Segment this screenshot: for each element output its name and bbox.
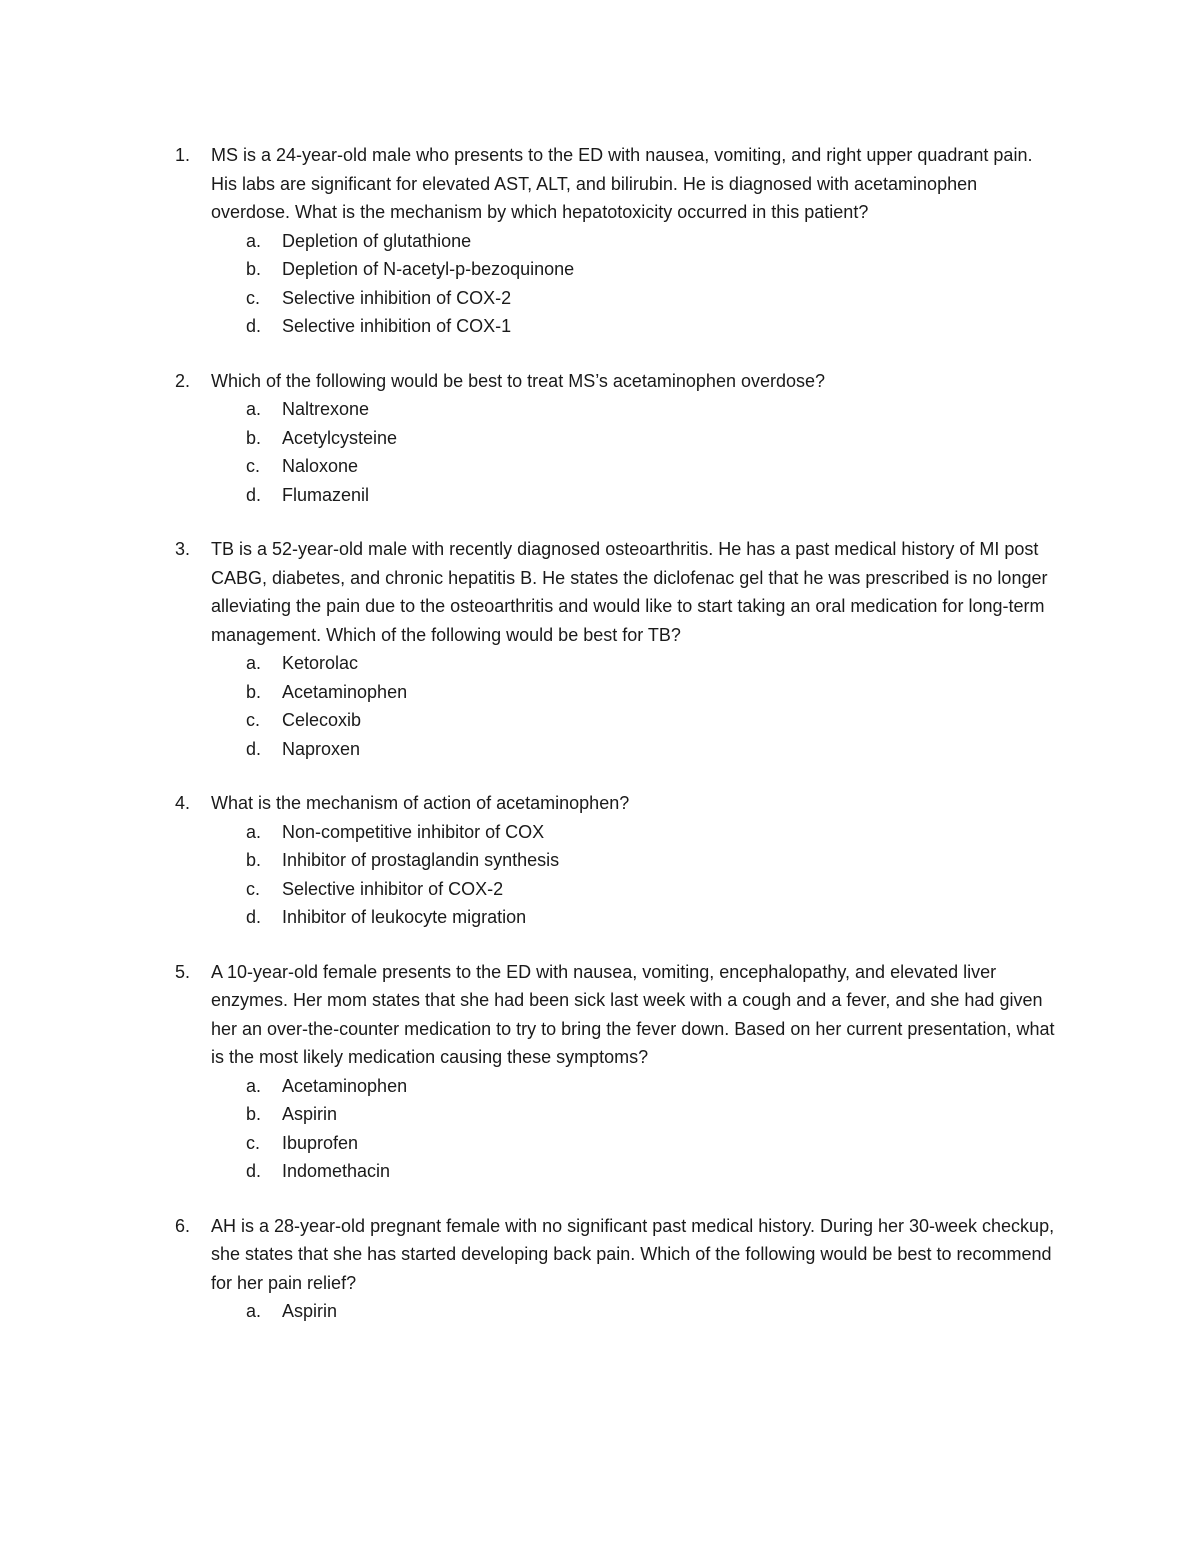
option-letter: b. <box>246 259 262 279</box>
option-letter: b. <box>246 850 262 870</box>
question-text: AH is a 28-year-old pregnant female with no significant past medical history. During her 30-week checkup, she states that she has started developing back pain. Which of the following would be best to recommend for her pain relief? <box>211 1215 1055 1293</box>
answer-options <box>0 1297 1200 1326</box>
answer-option <box>0 1157 1200 1186</box>
question-stem <box>0 1212 1200 1298</box>
option-text: Selective inhibitor of COX-2 <box>282 878 504 899</box>
question-number: 3. <box>175 539 191 559</box>
question-number: 1. <box>175 145 191 165</box>
option-text: Naltrexone <box>282 399 370 419</box>
answer-option <box>0 649 1200 678</box>
option-text: Inhibitor of leukocyte migration <box>282 907 527 927</box>
option-letter: a. <box>246 1301 262 1321</box>
option-text: Ibuprofen <box>282 1132 359 1153</box>
option-letter: a. <box>246 230 262 251</box>
answer-option <box>0 1100 1200 1129</box>
option-letter: d. <box>246 738 262 759</box>
option-letter: a. <box>246 653 262 673</box>
question-list <box>0 141 1200 1352</box>
question-number: 5. <box>175 961 191 982</box>
question-6 <box>0 1212 1200 1326</box>
option-letter: a. <box>246 1075 262 1096</box>
option-letter: d. <box>246 316 262 336</box>
option-letter: d. <box>246 1161 262 1181</box>
option-text: Acetylcysteine <box>282 427 398 448</box>
answer-option <box>0 1129 1200 1158</box>
answer-option <box>0 1297 1200 1326</box>
option-letter: c. <box>246 287 261 308</box>
option-letter: c. <box>246 1132 261 1153</box>
option-text: Celecoxib <box>282 710 362 730</box>
question-1 <box>0 141 1200 341</box>
answer-option <box>0 818 1200 847</box>
question-number: 2. <box>175 370 191 391</box>
option-text: Ketorolac <box>282 653 359 673</box>
option-text: Depletion of N-acetyl-p-bezoquinone <box>282 259 575 279</box>
answer-option <box>0 452 1200 481</box>
answer-option <box>0 227 1200 256</box>
option-text: Aspirin <box>282 1104 338 1124</box>
option-text: Acetaminophen <box>282 1075 408 1096</box>
answer-option <box>0 903 1200 932</box>
question-text: MS is a 24-year-old male who presents to the ED with nausea, vomiting, and right upper quadrant pain. His labs are significant for elevated AST, ALT, and bilirubin. He is diagnosed with acetaminophen overdose. What is the mechanism by which hepatotoxicity occurred in this patient? <box>211 145 1033 222</box>
question-number: 6. <box>175 1215 191 1236</box>
answer-option <box>0 395 1200 424</box>
question-stem <box>0 141 1200 227</box>
answer-options <box>0 649 1200 763</box>
answer-option <box>0 706 1200 735</box>
answer-option <box>0 255 1200 284</box>
answer-option <box>0 424 1200 453</box>
answer-options <box>0 227 1200 341</box>
option-text: Naloxone <box>282 456 359 476</box>
option-text: Naproxen <box>282 738 361 759</box>
option-letter: b. <box>246 427 262 448</box>
question-number: 4. <box>175 793 191 813</box>
option-text: Non-competitive inhibitor of COX <box>282 821 545 842</box>
answer-options <box>0 818 1200 932</box>
question-stem <box>0 367 1200 396</box>
option-letter: d. <box>246 907 262 927</box>
question-stem <box>0 958 1200 1072</box>
option-letter: c. <box>246 878 261 899</box>
option-letter: c. <box>246 456 261 476</box>
question-text: Which of the following would be best to treat MS’s acetaminophen overdose? <box>211 370 826 391</box>
option-text: Acetaminophen <box>282 681 408 702</box>
option-letter: b. <box>246 1104 262 1124</box>
answer-option <box>0 735 1200 764</box>
option-text: Selective inhibition of COX-1 <box>282 316 512 336</box>
option-text: Inhibitor of prostaglandin synthesis <box>282 850 560 870</box>
option-text: Flumazenil <box>282 484 370 505</box>
question-stem <box>0 789 1200 818</box>
question-2 <box>0 367 1200 510</box>
answer-options <box>0 395 1200 509</box>
option-letter: a. <box>246 399 262 419</box>
question-text: A 10-year-old female presents to the ED with nausea, vomiting, encephalopathy, and elevated liver enzymes. Her mom states that she had been sick last week with a cough and a fever, and she had given her an over-the-counter medication to try to bring the fever down. Based on her current presentation, what is the most likely medication causing these symptoms? <box>211 961 1055 1067</box>
option-letter: d. <box>246 484 262 505</box>
answer-option <box>0 875 1200 904</box>
option-text: Indomethacin <box>282 1161 391 1181</box>
question-3 <box>0 535 1200 763</box>
question-text: TB is a 52-year-old male with recently diagnosed osteoarthritis. He has a past medical history of MI post CABG, diabetes, and chronic hepatitis B. He states the diclofenac gel that he was prescribed is no longer alleviating the pain due to the osteoarthritis and would like to start taking an oral medication for long-term management. Which of the following would be best for TB? <box>211 539 1048 645</box>
answer-option <box>0 284 1200 313</box>
option-text: Aspirin <box>282 1301 338 1321</box>
question-4 <box>0 789 1200 932</box>
question-text: What is the mechanism of action of acetaminophen? <box>211 793 630 813</box>
option-text: Depletion of glutathione <box>282 230 472 251</box>
answer-option <box>0 1072 1200 1101</box>
option-text: Selective inhibition of COX-2 <box>282 287 512 308</box>
answer-option <box>0 678 1200 707</box>
answer-option <box>0 312 1200 341</box>
answer-option <box>0 481 1200 510</box>
answer-option <box>0 846 1200 875</box>
option-letter: c. <box>246 710 261 730</box>
option-letter: a. <box>246 821 262 842</box>
option-letter: b. <box>246 681 262 702</box>
question-stem <box>0 535 1200 649</box>
question-5 <box>0 958 1200 1186</box>
answer-options <box>0 1072 1200 1186</box>
